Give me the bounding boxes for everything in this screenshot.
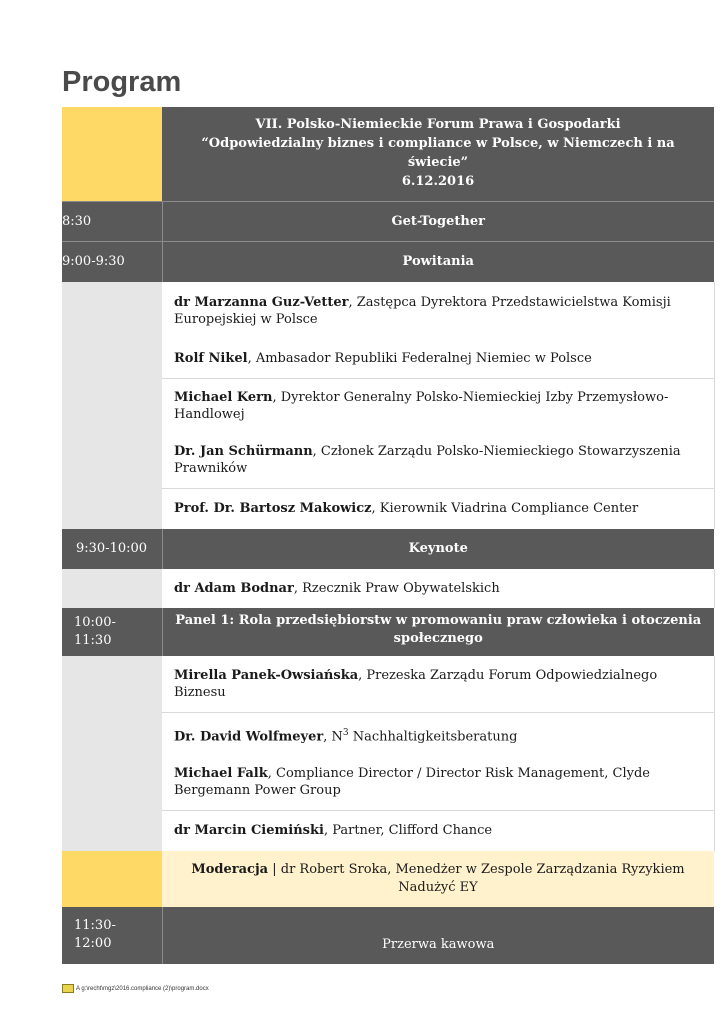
spacer-cell xyxy=(62,569,162,608)
section-row-panel-1 xyxy=(62,608,714,656)
moderation-row xyxy=(62,851,714,907)
section-title: Get-Together xyxy=(162,202,714,242)
forum-subtitle: “Odpowiedzialny biznes i compliance w Polsce, w Niemczech i na świecie” xyxy=(201,136,675,170)
speaker-entry xyxy=(162,433,714,489)
spacer-cell xyxy=(62,282,162,379)
section-row-get-together xyxy=(62,202,714,242)
moderation-entry xyxy=(162,851,714,907)
speaker-entry xyxy=(162,378,714,433)
speaker-role: , Zastępca Dyrektora Przedstawicielstwa Komisji Europejskiej w Polsce xyxy=(174,294,671,327)
speaker-entry xyxy=(162,282,714,338)
speaker-name: dr Adam Bodnar xyxy=(174,580,294,596)
speaker-name: Prof. Dr. Bartosz Makowicz xyxy=(174,500,372,516)
section-title: Panel 1: Rola przedsiębiorstw w promowaniu praw człowieka i otoczenia społecznego xyxy=(162,608,714,656)
speaker-row xyxy=(62,656,714,713)
moderation-label: Moderacja xyxy=(191,861,269,877)
speaker-role: , Compliance Director / Director Risk Management, Clyde Bergemann Power Group xyxy=(174,765,650,798)
file-path: A g:\recht\mgz\2016.compliance (2)\program.docx xyxy=(76,985,209,992)
header-accent-cell xyxy=(62,107,162,202)
time-cell: 8:30 xyxy=(62,202,162,242)
section-title: Powitania xyxy=(162,242,714,282)
section-title: Keynote xyxy=(162,529,714,569)
speaker-role: , Partner, Clifford Chance xyxy=(323,822,493,838)
speaker-entry xyxy=(162,569,714,608)
speaker-role-suffix: Nachhaltigkeitsberatung xyxy=(348,728,518,744)
speaker-row xyxy=(62,282,714,338)
speaker-name: Dr. David Wolfmeyer xyxy=(174,728,324,744)
time-cell: 10:00- 11:30 xyxy=(62,608,162,656)
time-cell: 9:00-9:30 xyxy=(62,242,162,282)
speaker-entry xyxy=(162,712,714,755)
speaker-name: Michael Falk xyxy=(174,765,268,781)
program-header-row xyxy=(62,107,714,202)
speaker-role: , Kierownik Viadrina Compliance Center xyxy=(371,500,639,516)
superscript: 3 xyxy=(342,727,349,738)
section-row-keynote xyxy=(62,529,714,569)
speaker-row xyxy=(62,378,714,433)
speaker-role: , Ambasador Republiki Federalnej Niemiec w Polsce xyxy=(247,350,592,366)
forum-title: VII. Polsko-Niemieckie Forum Prawa i Gospodarki xyxy=(255,117,621,132)
program-table xyxy=(62,107,715,964)
speaker-role: , Członek Zarządu Polsko-Niemieckiego Stowarzyszenia Prawników xyxy=(174,443,681,476)
speaker-row xyxy=(62,569,714,608)
spacer-cell xyxy=(62,755,162,851)
speaker-name: dr Marcin Ciemiński xyxy=(174,822,324,838)
section-row-powitania xyxy=(62,242,714,282)
speaker-name: Rolf Nikel xyxy=(174,350,248,366)
page-title: Program xyxy=(62,66,182,98)
speaker-role: , Rzecznik Praw Obywatelskich xyxy=(293,580,500,596)
speaker-entry xyxy=(162,656,714,713)
speaker-role: , Prezeska Zarządu Forum Odpowiedzialnego Biznesu xyxy=(174,667,658,700)
forum-date: 6.12.2016 xyxy=(401,174,475,189)
speaker-name: Dr. Jan Schürmann xyxy=(174,443,313,459)
spacer-cell xyxy=(62,656,162,755)
speaker-role: , Dyrektor Generalny Polsko-Niemieckiej Izby Przemysłowo-Handlowej xyxy=(174,389,669,422)
speaker-entry xyxy=(162,338,714,379)
speaker-entry xyxy=(162,755,714,811)
time-cell: 11:30- 12:00 xyxy=(62,907,162,964)
speaker-entry xyxy=(162,810,714,851)
speaker-name: Mirella Panek-Owsiańska xyxy=(174,667,359,683)
folder-icon xyxy=(62,984,74,993)
speaker-name: dr Marzanna Guz-Vetter xyxy=(174,294,349,310)
time-cell: 9:30-10:00 xyxy=(62,529,162,569)
speaker-row xyxy=(62,755,714,811)
moderation-text: | dr Robert Sroka, Menedżer w Zespole Zarządzania Ryzykiem Nadużyć EY xyxy=(268,861,685,895)
speaker-entry xyxy=(162,488,714,529)
section-row-break xyxy=(62,907,714,964)
speaker-name: Michael Kern xyxy=(174,389,273,405)
moderation-accent-cell xyxy=(62,851,162,907)
program-header xyxy=(162,107,714,202)
section-title: Przerwa kawowa xyxy=(162,907,714,964)
spacer-cell xyxy=(62,378,162,529)
speaker-role: , N xyxy=(323,728,343,744)
file-path-footer xyxy=(62,984,209,993)
